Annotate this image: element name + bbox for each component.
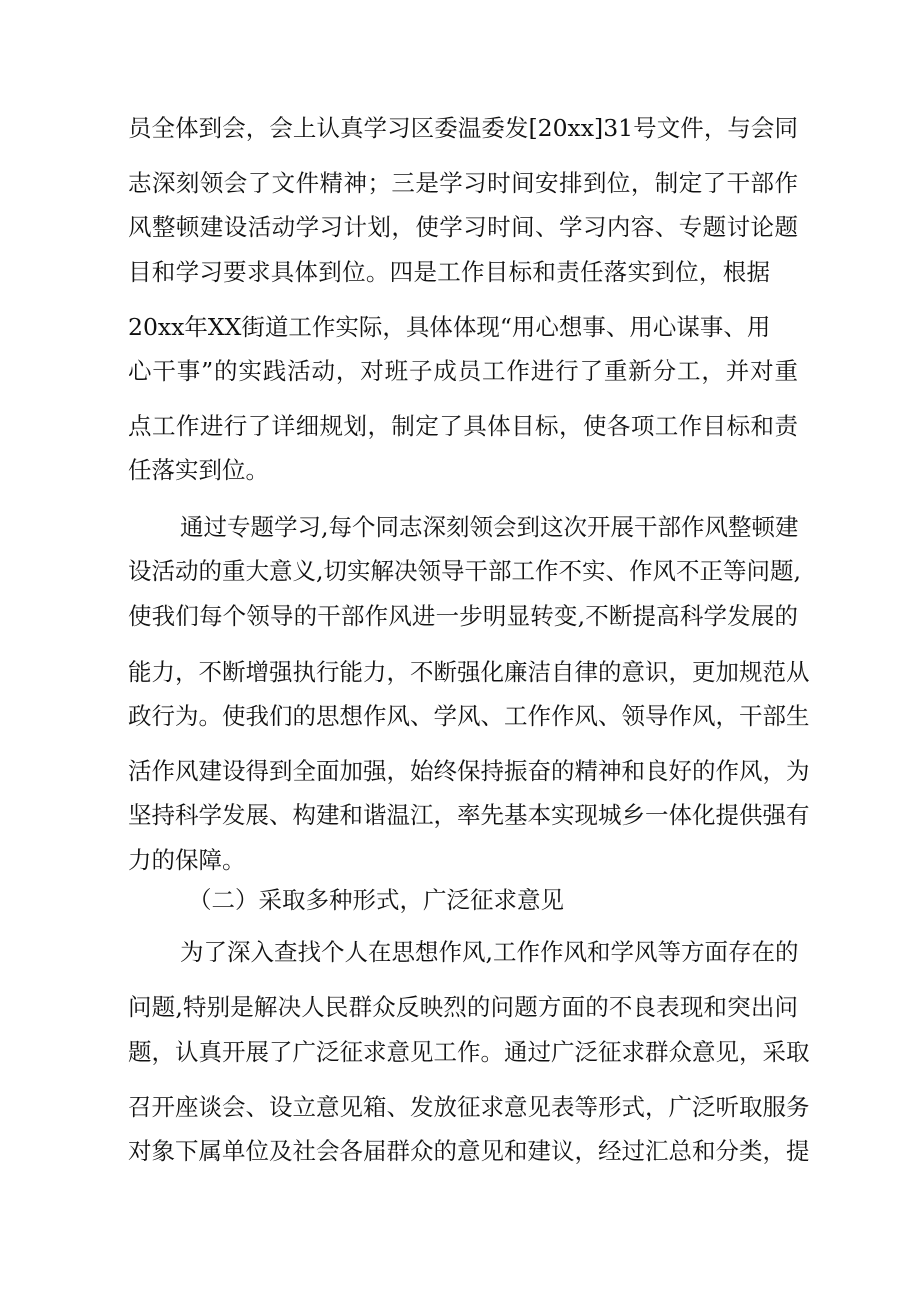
paragraph-line: 对象下属单位及社会各届群众的意见和建议，经过汇总和分类，提	[128, 1137, 810, 1165]
paragraph-line: 目和学习要求具体到位。四是工作目标和责任落实到位，根据	[128, 258, 770, 286]
paragraph-line: 心干事”的实践活动，对班子成员工作进行了重新分工，并对重	[128, 357, 798, 385]
paragraph-line: 为了深入查找个人在思想作风,工作作风和学风等方面存在的	[180, 938, 799, 966]
paragraph-line: 20xx年XX街道工作实际，具体体现“用心想事、用心谋事、用	[128, 313, 771, 341]
paragraph-line: 通过专题学习,每个同志深刻领会到这次开展干部作风整顿建	[180, 513, 799, 541]
paragraph-line: 使我们每个领导的干部作风进一步明显转变,不断提高科学发展的	[128, 602, 798, 630]
paragraph-line: 能力，不断增强执行能力，不断强化廉洁自律的意识，更加规范从	[128, 658, 810, 686]
paragraph-line: 志深刻领会了文件精神；三是学习时间安排到位，制定了干部作	[128, 169, 798, 197]
paragraph-line: 风整顿建设活动学习计划，使学习时间、学习内容、专题讨论题	[128, 213, 798, 241]
paragraph-line: 员全体到会，会上认真学习区委温委发[20xx]31号文件，与会同	[128, 114, 798, 142]
paragraph-line: 任落实到位。	[128, 456, 269, 484]
paragraph-line: 坚持科学发展、构建和谐温江，率先基本实现城乡一体化提供强有	[128, 801, 810, 829]
paragraph-line: 设活动的重大意义,切实解决领导干部工作不实、作风不正等问题,	[128, 557, 801, 585]
paragraph-line: 题，认真开展了广泛征求意见工作。通过广泛征求群众意见，采取	[128, 1038, 810, 1066]
paragraph-line: 点工作进行了详细规划，制定了具体目标，使各项工作目标和责	[128, 412, 798, 440]
paragraph-line: 力的保障。	[128, 846, 246, 874]
paragraph-line: 政行为。使我们的思想作风、学风、工作作风、领导作风，干部生	[128, 702, 810, 730]
paragraph-line: 问题,特别是解决人民群众反映烈的问题方面的不良表现和突出问	[128, 993, 798, 1021]
section-heading: （二）采取多种形式，广泛征求意见	[188, 886, 564, 914]
paragraph-line: 召开座谈会、设立意见箱、发放征求意见表等形式，广泛听取服务	[128, 1093, 810, 1121]
paragraph-line: 活作风建设得到全面加强，始终保持振奋的精神和良好的作风，为	[128, 757, 810, 785]
